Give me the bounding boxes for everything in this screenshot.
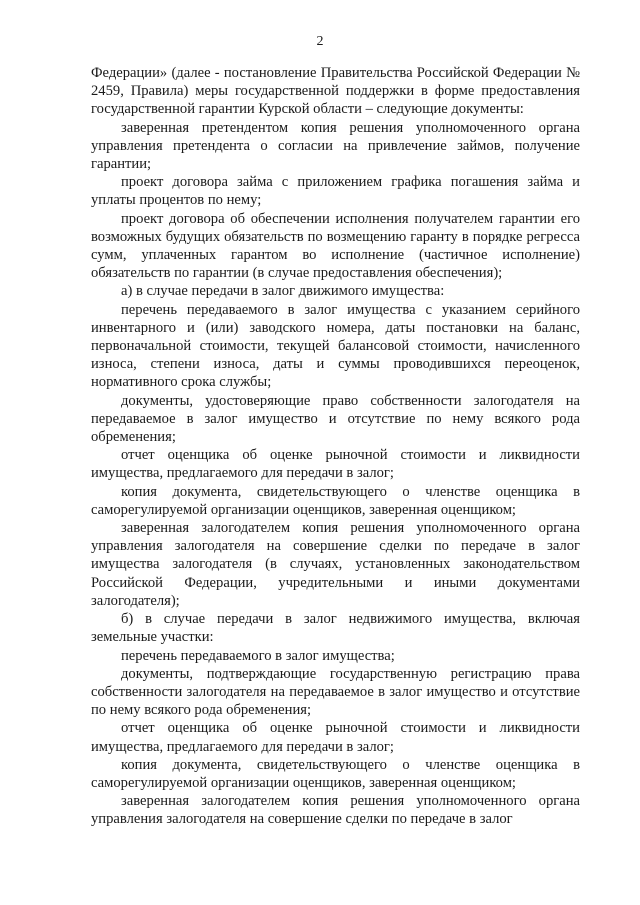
paragraph-continuation: Федерации» (далее - постановление Правительства Российской Федерации № 2459, Правила) меры государственной поддержки в форме предоставления государственной гарантии Курской области – следующие документы: [91, 65, 580, 118]
paragraph-loan-draft: проект договора займа с приложением графика погашения займа и уплаты процентов по нему; [91, 174, 580, 209]
paragraph-real-estate-registration: документы, подтверждающие государственную регистрацию права собственности залогодателя на передаваемое в залог имущество и отсутствие по нему всякого рода обременения; [91, 665, 580, 719]
page-number: 2 [316, 34, 324, 49]
paragraph-movable-list: перечень передаваемого в залог имущества с указанием серийного инвентарного и (или) заводского номера, даты постановки на баланс, первоначальной стоимости, текущей балансовой стоимости, начисленного износа, степени износа, даты и суммы проводившихся переоценок, нормативного срока службы; [91, 301, 580, 391]
paragraph-movable-appraiser-membership: копия документа, свидетельствующего о членстве оценщика в саморегулируемой организации оценщиков, заверенная оценщиком; [91, 483, 580, 518]
paragraph-real-estate-appraisal: отчет оценщика об оценке рыночной стоимости и ликвидности имущества, предлагаемого для передачи в залог; [91, 720, 580, 755]
paragraph-real-estate-list: перечень передаваемого в залог имущества; [121, 647, 395, 664]
paragraph-security-draft: проект договора об обеспечении исполнения получателем гарантии его возможных будущих обязательств по возмещению гаранту в порядке регресса сумм, уплаченных гарантом во исполнение (частичное исполнение) обязательств по гарантии (в случае предоставления обеспечения); [91, 210, 580, 282]
paragraph-real-estate-appraiser-membership: копия документа, свидетельствующего о членстве оценщика в саморегулируемой организации оценщиков, заверенная оценщиком; [91, 756, 580, 791]
document-body [91, 64, 580, 829]
paragraph-borrower-decision: заверенная претендентом копия решения уполномоченного органа управления претендента о согласии на привлечение займов, получение гарантии; [91, 119, 580, 173]
paragraph-movable-heading: а) в случае передачи в залог движимого имущества: [121, 283, 445, 300]
paragraph-movable-ownership: документы, удостоверяющие право собственности залогодателя на передаваемое в залог имущество и отсутствие по нему всякого рода обременения; [91, 392, 580, 446]
paragraph-real-estate-heading: б) в случае передачи в залог недвижимого имущества, включая земельные участки: [91, 611, 580, 646]
paragraph-movable-appraisal: отчет оценщика об оценке рыночной стоимости и ликвидности имущества, предлагаемого для передачи в залог; [91, 447, 580, 482]
paragraph-real-estate-pledgor-decision: заверенная залогодателем копия решения уполномоченного органа управления залогодателя на совершение сделки по передаче в залог [91, 793, 580, 828]
paragraph-movable-pledgor-decision: заверенная залогодателем копия решения уполномоченного органа управления залогодателя на совершение сделки по передаче в залог имущества залогодателя (в случаях, установленных законодательством Российской Федерации, учредительными и иными документами залогодателя); [91, 520, 580, 609]
